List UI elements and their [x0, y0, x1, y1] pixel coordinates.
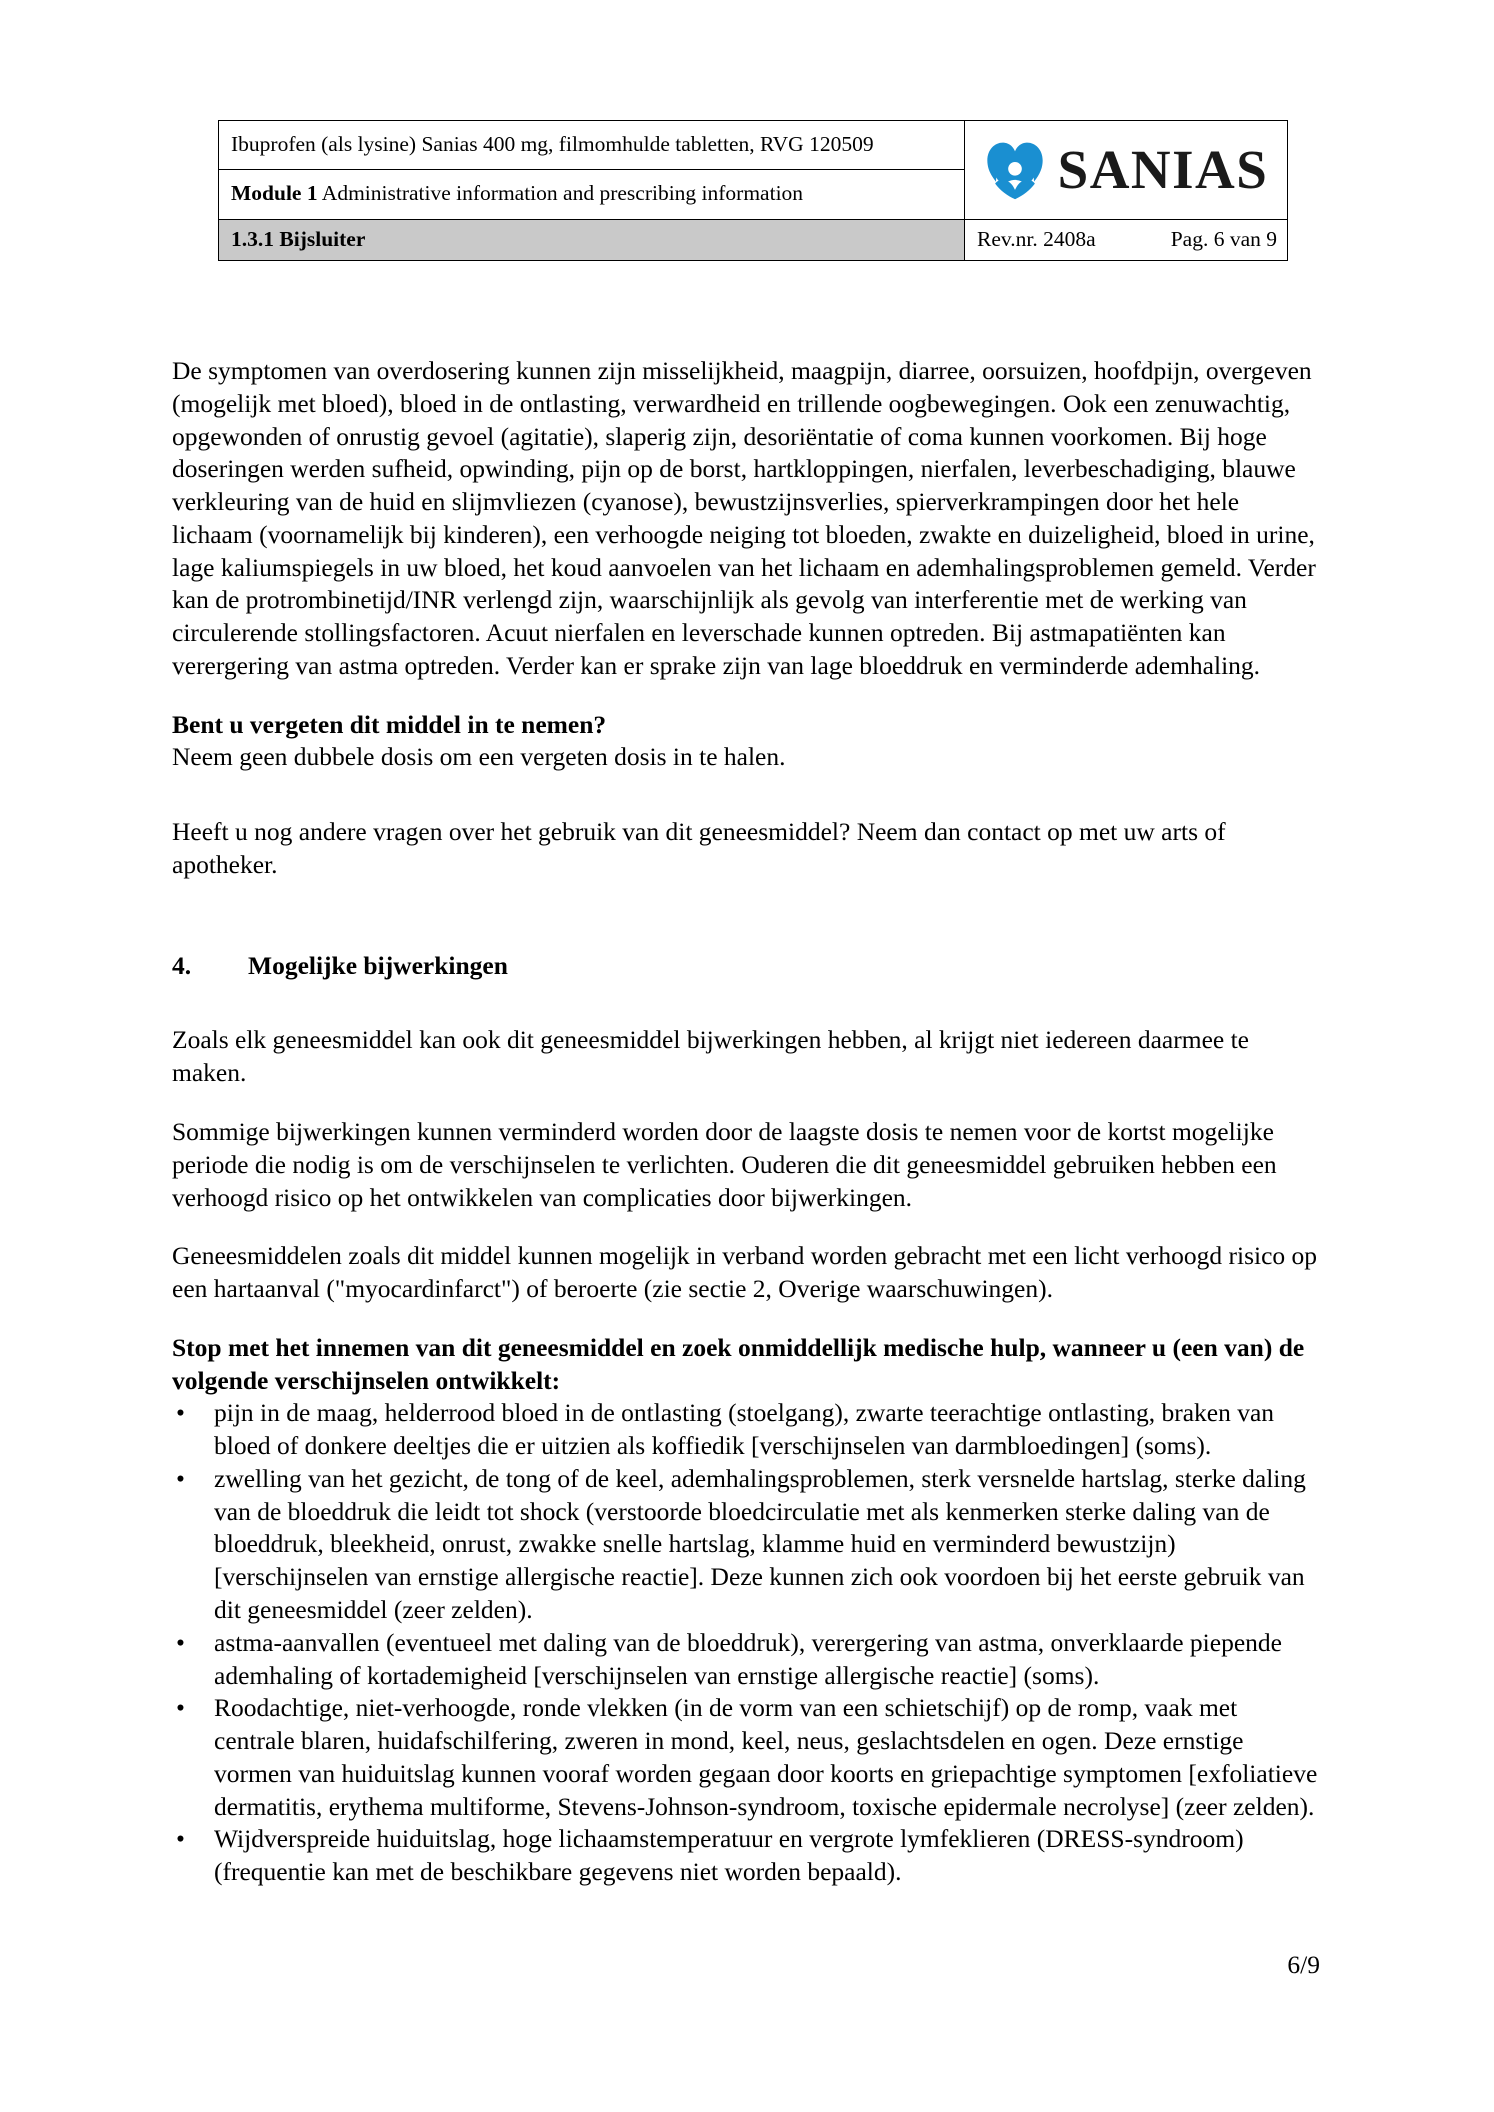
forgotten-dose-heading: Bent u vergeten dit middel in te nemen? [172, 709, 607, 739]
header-cell-section [219, 219, 965, 260]
list-item-text: zwelling van het gezicht, de tong of de keel, ademhalingsproblemen, sterk versnelde hartslag, sterke daling van de bloeddruk die leidt tot shock (verstoorde bloedcirculatie met als kenmerken sterke daling van de bloeddruk, bleekheid, onrust, zwakke snelle hartslag, klamme huid en verminderd bewustzijn) [verschijnselen van ernstige allergische reactie]. Deze kunnen zich ook voordoen bij het eerste gebruik van dit geneesmiddel (zeer zelden). [214, 1463, 1306, 1624]
side-effects-intro: Zoals elk geneesmiddel kan ook dit geneesmiddel bijwerkingen hebben, al krijgt niet iedereen daarmee te maken. [172, 1025, 1249, 1088]
list-item [172, 1692, 1322, 1823]
overdose-paragraph: De symptomen van overdosering kunnen zijn misselijkheid, maagpijn, diarree, oorsuizen, hoofdpijn, overgeven (mogelijk met bloed), bloed in de ontlasting, verwardheid en trillende oogbewegingen. Ook een zenuwachtig, opgewonden of onrustig gevoel (agitatie), slaperig zijn, desoriëntatie of coma kunnen voorkomen. Bij hoge doseringen werden sufheid, opwinding, pijn op de borst, hartkloppingen, nierfalen, leverbeschadiging, blauwe verkleuring van de huid en slijmvliezen (cyanose), bewustzijnsverlies, spierverkrampingen door het hele lichaam (voornamelijk bij kinderen), een verhoogde neiging tot bloeden, zwakte en duizeligheid, bloed in urine, lage kaliumspiegels in uw bloed, het koud aanvoelen van het lichaam en ademhalingsproblemen gemeld. Verder kan de protrombinetijd/INR verlengd zijn, waarschijnlijk als gevolg van interferentie met de werking van circulerende stollingsfactoren. Acuut nierfalen en leverschade kunnen optreden. Bij astmapatiënten kan verergering van astma optreden. Verder kan er sprake zijn van lage bloeddruk en verminderde ademhaling. [172, 356, 1316, 680]
document-body [172, 355, 1322, 1889]
section-label: 1.3.1 Bijsluiter [231, 226, 366, 251]
sanias-heart-person-icon [984, 139, 1046, 201]
cardiovascular-risk-paragraph: Geneesmiddelen zoals dit middel kunnen mogelijk in verband worden gebracht met een licht verhoogd risico op een hartaanval ("myocardinfarct") of beroerte (zie sectie 2, Overige waarschuwingen). [172, 1241, 1318, 1304]
document-header-table [218, 120, 1288, 261]
list-item [172, 1823, 1322, 1889]
product-title: Ibuprofen (als lysine) Sanias 400 mg, filmomhulde tabletten, RVG 120509 [231, 132, 874, 156]
spacer [172, 774, 1322, 816]
module-description: Administrative information and prescribing information [317, 181, 804, 206]
section-4-title: Mogelijke bijwerkingen [248, 950, 508, 980]
stop-medication-heading: Stop met het innemen van dit geneesmiddel en zoek onmiddellijk medische hulp, wanneer u (een van) de volgende verschijnselen ontwikkelt: [172, 1332, 1305, 1395]
module-line [219, 170, 964, 218]
warning-symptoms-list [172, 1397, 1322, 1888]
revision-number: Rev.nr. 2408a [977, 226, 1096, 251]
bullet-icon: • [176, 1693, 185, 1723]
bullet-icon: • [176, 1398, 185, 1428]
module-label: Module 1 [231, 181, 318, 206]
header-row-section [219, 219, 1288, 260]
forgotten-dose-text: Neem geen dubbele dosis om een vergeten dosis in te halen. [172, 742, 786, 772]
list-item-text: Roodachtige, niet-verhoogde, ronde vlekken (in de vorm van een schietschijf) op de romp, vaak met centrale blaren, huidafschilfering, zweren in mond, keel, neus, geslachtsdelen en ogen. Deze ernstige vormen van huiduitslag kunnen vooraf worden gegaan door koorts en griepachtige symptomen [exfoliatieve dermatitis, erythema multiforme, Stevens-Johnson-syndroom, toxische epidermale necrolyse] (zeer zelden). [214, 1693, 1318, 1821]
page-footer [0, 1950, 1320, 1980]
header-cell-logo [965, 121, 1288, 220]
page-number: 6/9 [1287, 1950, 1320, 1979]
section-4-heading [172, 950, 1322, 983]
list-item-text: astma-aanvallen (eventueel met daling van de bloeddruk), verergering van astma, onverklaarde piepende ademhaling of kortademigheid [verschijnselen van ernstige allergische reactie] (soms). [214, 1627, 1282, 1690]
reduce-side-effects-paragraph: Sommige bijwerkingen kunnen verminderd worden door de laagste dosis te nemen voor de kortst mogelijke periode die nodig is om de verschijnselen te verlichten. Ouderen die dit geneesmiddel gebruiken hebben een verhoogd risico op het ontwikkelen van complicaties door bijwerkingen. [172, 1117, 1277, 1212]
questions-paragraph: Heeft u nog andere vragen over het gebruik van dit geneesmiddel? Neem dan contact op met uw arts of apotheker. [172, 817, 1226, 879]
list-item [172, 1627, 1322, 1693]
bullet-icon: • [176, 1463, 185, 1493]
spacer [172, 982, 1322, 1024]
list-item-text: pijn in de maag, helderrood bloed in de ontlasting (stoelgang), zwarte teerachtige ontlasting, braken van bloed of donkere deeltjes die er uitzien als koffiedik [verschijnselen van darmbloedingen] (soms). [214, 1398, 1275, 1461]
sanias-wordmark: SANIAS [1057, 139, 1269, 201]
page-of-label: Pag. 6 van 9 [1170, 226, 1277, 251]
bullet-icon: • [176, 1627, 185, 1657]
list-item [172, 1463, 1322, 1627]
section-4-number: 4. [172, 950, 192, 980]
header-cell-module [219, 170, 965, 219]
bullet-icon: • [176, 1824, 185, 1854]
list-item [172, 1397, 1322, 1463]
sanias-logo [965, 131, 1287, 209]
spacer [172, 908, 1322, 950]
header-cell-product [219, 121, 965, 170]
header-cell-revision [965, 219, 1288, 260]
revision-info [965, 220, 1287, 260]
header-row-product [219, 121, 1288, 170]
list-item-text: Wijdverspreide huiduitslag, hoge lichaamstemperatuur en vergrote lymfeklieren (DRESS-syndroom) (frequentie kan met de beschikbare gegevens niet worden bepaald). [214, 1824, 1244, 1887]
